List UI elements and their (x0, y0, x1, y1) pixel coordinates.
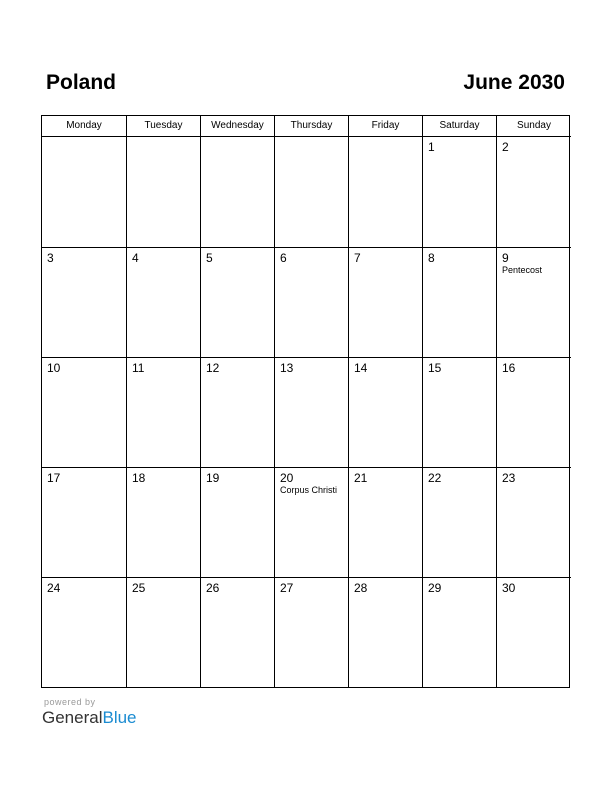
day-cell (423, 137, 497, 248)
day-number: 28 (354, 581, 368, 595)
day-number: 3 (47, 251, 54, 265)
day-cell (423, 578, 497, 687)
day-number: 5 (206, 251, 213, 265)
day-cell (127, 137, 201, 248)
day-number: 27 (280, 581, 294, 595)
day-cell (349, 137, 423, 248)
weekday-header-thursday: Thursday (275, 116, 349, 137)
day-number: 16 (502, 361, 516, 375)
brand-general-text: General (42, 708, 103, 727)
day-cell (201, 468, 275, 578)
country-title: Poland (46, 71, 117, 94)
weekday-header-wednesday: Wednesday (201, 116, 275, 137)
day-number: 29 (428, 581, 442, 595)
day-cell (423, 468, 497, 578)
month-year-title: June 2030 (463, 71, 565, 94)
day-number: 13 (280, 361, 294, 375)
powered-by-text: powered by (44, 697, 96, 707)
day-cell (275, 578, 349, 687)
day-cell (275, 137, 349, 248)
day-cell (497, 578, 571, 687)
day-number: 8 (428, 251, 435, 265)
day-cell (201, 248, 275, 358)
day-cell (275, 468, 349, 578)
day-number (47, 140, 126, 154)
day-cell (127, 468, 201, 578)
day-number: 22 (428, 471, 442, 485)
day-number: 12 (206, 361, 220, 375)
day-number: 24 (47, 581, 61, 595)
day-number: 17 (47, 471, 61, 485)
day-cell (349, 358, 423, 468)
day-cell (349, 578, 423, 687)
day-cell (127, 578, 201, 687)
day-number: 9 (502, 251, 509, 265)
day-cell (423, 248, 497, 358)
day-number: 23 (502, 471, 516, 485)
day-cell (42, 468, 127, 578)
day-cell (201, 358, 275, 468)
day-cell (497, 248, 571, 358)
day-number: 30 (502, 581, 516, 595)
weekday-header-tuesday: Tuesday (127, 116, 201, 137)
day-number: 6 (280, 251, 287, 265)
day-number (354, 140, 422, 154)
day-cell (349, 468, 423, 578)
day-number: 4 (132, 251, 139, 265)
holiday-label: Corpus Christi (280, 485, 338, 495)
weekday-header-sunday: Sunday (497, 116, 571, 137)
day-cell (497, 137, 571, 248)
day-number: 11 (132, 361, 145, 375)
day-cell (275, 358, 349, 468)
holiday-label: Pentecost (502, 265, 543, 275)
day-cell (42, 137, 127, 248)
brand-blue-text: Blue (102, 708, 137, 727)
day-number: 26 (206, 581, 220, 595)
day-number: 1 (428, 140, 435, 154)
day-cell (127, 358, 201, 468)
day-cell (127, 248, 201, 358)
day-number (206, 140, 274, 154)
day-cell (201, 578, 275, 687)
generalblue-logo[interactable] (42, 708, 137, 728)
day-number: 14 (354, 361, 368, 375)
day-number: 19 (206, 471, 220, 485)
day-number: 18 (132, 471, 146, 485)
day-cell (423, 358, 497, 468)
day-number: 20 (280, 471, 294, 485)
day-number (280, 140, 348, 154)
day-cell (497, 468, 571, 578)
day-number: 2 (502, 140, 509, 154)
weekday-header-saturday: Saturday (423, 116, 497, 137)
calendar-grid (41, 115, 570, 688)
day-number (132, 140, 200, 154)
day-cell (42, 248, 127, 358)
day-number: 15 (428, 361, 442, 375)
day-cell (201, 137, 275, 248)
day-cell (42, 358, 127, 468)
day-number: 21 (354, 471, 368, 485)
weekday-header-friday: Friday (349, 116, 423, 137)
weekday-header-monday: Monday (42, 116, 127, 137)
day-cell (497, 358, 571, 468)
day-cell (42, 578, 127, 687)
day-number: 10 (47, 361, 61, 375)
day-cell (349, 248, 423, 358)
day-number: 25 (132, 581, 146, 595)
day-cell (275, 248, 349, 358)
day-number: 7 (354, 251, 361, 265)
